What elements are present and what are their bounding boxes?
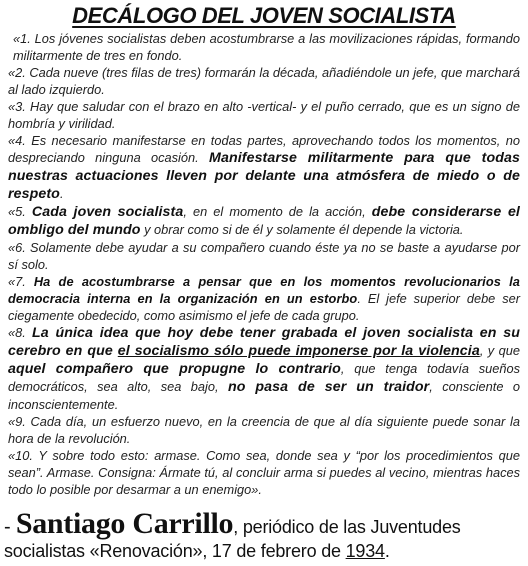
- emphasis-text: Ha de acostumbrarse a pensar que en los momentos revolucionarios la democracia interna en la organización en un estorbo: [8, 274, 520, 306]
- emphasis-text: La única idea que hoy debe tener grabada el joven socialista en su cerebro en que: [8, 325, 520, 359]
- point-1: «1. Los jóvenes socialistas deben acostumbrarse a las movilizaciones rápidas, formando militarmente de tres en fondo.: [13, 31, 520, 63]
- point-2: «2. Cada nueve (tres filas de tres) formarán la década, añadiéndole un jefe, que marchará al lado izquierdo.: [8, 65, 520, 97]
- emphasis-text: debe considerarse el ombligo del mundo: [8, 204, 520, 238]
- emphasis-text: Manifestarse militarmente para que todas nuestras actuaciones lleven por delante una atmósfera de miedo o de respeto: [8, 150, 521, 202]
- point-5: «5. Cada joven socialista, en el momento de la acción, debe considerarse el ombligo del mundo y obrar como si de él y solamente él depende la victoria.: [8, 204, 520, 238]
- point-3: «3. Hay que saludar con el brazo en alto -vertical- y el puño cerrado, que es un signo de hombría y virilidad.: [8, 99, 520, 131]
- point-10: «10. Y sobre todo esto: armase. Como sea, donde sea y “por los procedimientos que sean”. Armase. Consigna: Ármate tú, al concluir arma si puedes al vecino, mientras haces todo lo posible por desarmar a un enemigo».: [8, 448, 520, 497]
- emphasis-text: no pasa de ser un traidor: [227, 379, 430, 395]
- point-8: «8. La única idea que hoy debe tener grabada el joven socialista en su cerebro en que el socialismo sólo puede imponerse por la violencia, y que aquel compañero que propugne lo contrario, que tenga todavía sueños democráticos, sea alto, sea bajo, no pasa de ser un traidor, consciente o inconscientemente.: [8, 325, 520, 412]
- point-7: «7. Ha de acostumbrarse a pensar que en los momentos revolucionarios la democracia interna en la organización en un estorbo. El jefe superior debe ser ciegamente obedecido, como asimismo el jefe de cada grupo.: [8, 274, 520, 323]
- point-9: «9. Cada día, un esfuerzo nuevo, en la creencia de que al día siguiente puede sonar la hora de la revolución.: [8, 414, 520, 446]
- year: 1934: [345, 541, 385, 561]
- decalogue-body: [8, 30, 520, 498]
- point-6: «6. Solamente debe ayudar a su compañero cuando éste ya no se baste a ayudarse por sí solo.: [8, 240, 520, 272]
- point-4: «4. Es necesario manifestarse en todas partes, aprovechando todos los momentos, no despreciando ninguna ocasión. Manifestarse militarmente para que todas nuestras actuaciones lleven por delante una atmósfera de miedo o de respeto.: [8, 133, 521, 202]
- emphasis-text: aquel compañero que propugne lo contrario: [8, 361, 341, 377]
- document-title: DECÁLOGO DEL JOVEN SOCIALISTA: [72, 3, 456, 28]
- attribution: - Santiago Carrillo, periódico de las Juventudes socialistas «Renovación», 17 de febrero de 1934.: [4, 507, 461, 561]
- emphasis-text: Cada joven socialista: [31, 204, 184, 220]
- source-text: , periódico de las Juventudes socialistas «Renovación», 17 de febrero de: [4, 517, 461, 561]
- author-name: Santiago Carrillo: [15, 507, 234, 540]
- underlined-emphasis: el socialismo sólo puede imponerse por la violencia: [117, 343, 480, 359]
